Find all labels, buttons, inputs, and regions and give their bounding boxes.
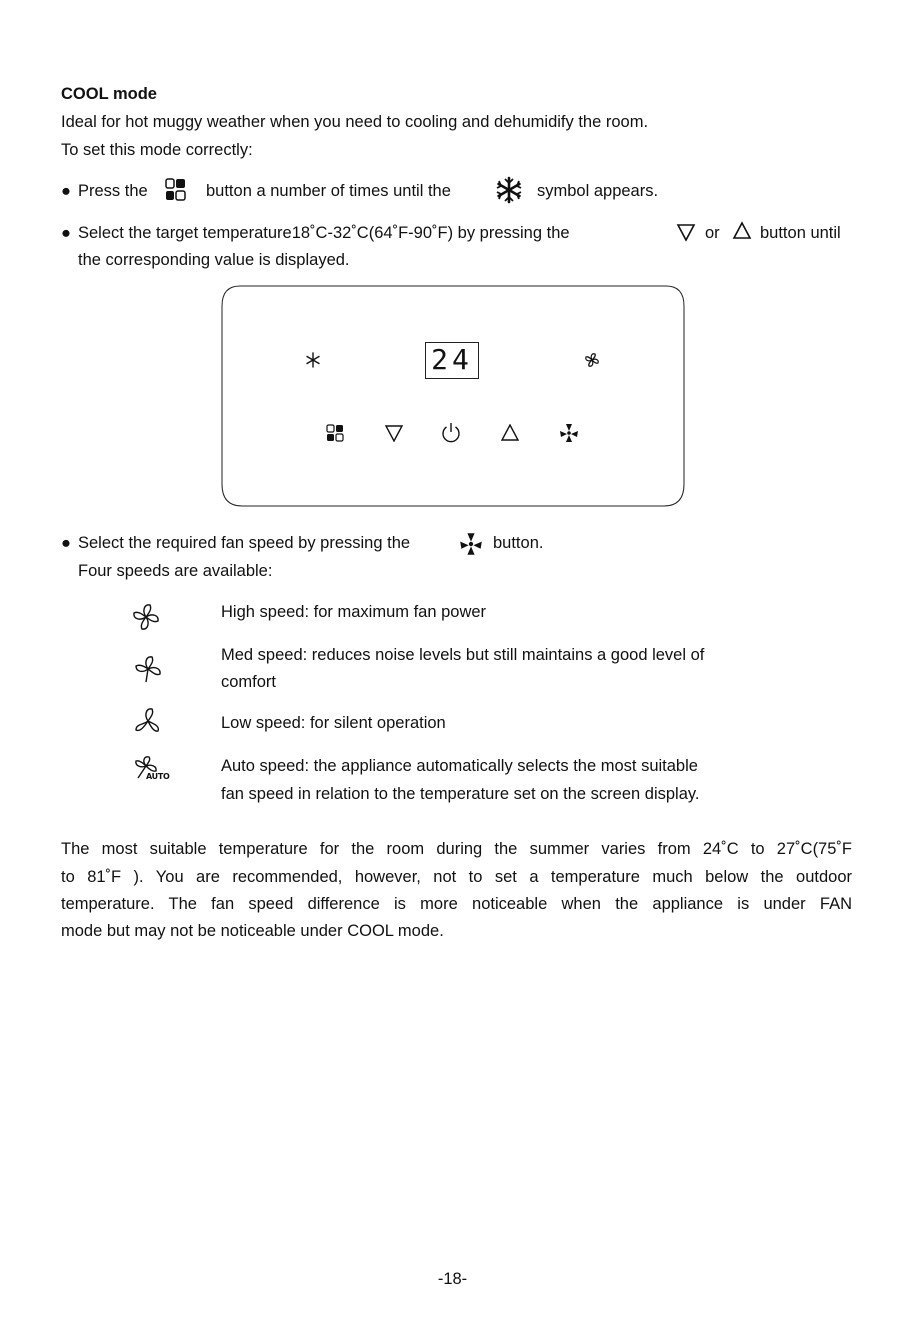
- step1-before: Press the: [78, 182, 148, 200]
- step3-line1-a: Select the required fan speed by pressing the: [78, 534, 411, 552]
- section-title: COOL mode: [61, 85, 157, 103]
- fan-med-icon: [132, 652, 164, 686]
- page-number: -18-: [437, 1270, 468, 1288]
- fan-low-icon: [132, 704, 164, 736]
- step2-or: or: [705, 224, 720, 242]
- step1-after: symbol appears.: [537, 182, 659, 200]
- down-triangle-icon: [676, 222, 696, 242]
- closing-line3: temperature. The fan speed difference is more noticeable when the appliance is under FAN: [61, 895, 852, 913]
- panel-down-button[interactable]: [384, 424, 404, 442]
- closing-line2: to 81˚F ). You are recommended, however, not to set a temperature much below the outdoor: [61, 868, 852, 886]
- fan-button-icon: [459, 532, 483, 556]
- up-triangle-icon: [732, 221, 752, 241]
- speed-med-line2: comfort: [221, 673, 277, 691]
- bullet-icon: ●: [61, 534, 71, 552]
- panel-mode-button[interactable]: [326, 424, 344, 442]
- step3-line1-b: button.: [493, 534, 544, 552]
- fan-high-icon: [130, 601, 162, 633]
- panel-fan-speed-icon: [584, 352, 600, 368]
- panel-snowflake-icon: [305, 352, 321, 368]
- speed-high-text: High speed: for maximum fan power: [221, 603, 487, 621]
- step2-line1-a: Select the target temperature18˚C-32˚C(64˚F-90˚F) by pressing the: [78, 224, 570, 242]
- panel-up-button[interactable]: [500, 424, 520, 442]
- step2-line2: the corresponding value is displayed.: [78, 251, 350, 269]
- control-panel-illustration: [218, 284, 688, 510]
- step2-line1-b: button until: [760, 224, 841, 242]
- closing-line4: mode but may not be noticeable under COOL mode.: [61, 922, 444, 940]
- panel-power-button[interactable]: [440, 422, 462, 444]
- step3-line2: Four speeds are available:: [78, 562, 273, 580]
- intro-text: Ideal for hot muggy weather when you need to cooling and dehumidify the room.: [61, 113, 649, 131]
- step1-middle: button a number of times until the: [206, 182, 451, 200]
- speed-auto-line2: fan speed in relation to the temperature set on the screen display.: [221, 785, 700, 803]
- speed-med-line1: Med speed: reduces noise levels but still maintains a good level of: [221, 646, 705, 664]
- control-panel-outline: [218, 284, 688, 510]
- mode-button-icon: [165, 178, 187, 202]
- snowflake-icon: [495, 176, 523, 204]
- step2-line1: [61, 223, 570, 243]
- closing-line1: The most suitable temperature for the room during the summer varies from 24˚C to 27˚C(75˚F: [61, 840, 852, 858]
- step3-line1: [61, 533, 410, 553]
- bullet-icon: ●: [61, 224, 71, 242]
- bullet-icon: ●: [61, 182, 71, 200]
- temperature-display-value: 24: [431, 343, 473, 376]
- temperature-display: [425, 342, 479, 379]
- speed-low-text: Low speed: for silent operation: [221, 714, 446, 732]
- speed-auto-line1: Auto speed: the appliance automatically selects the most suitable: [221, 757, 698, 775]
- step1-line: [61, 181, 148, 201]
- panel-fan-button[interactable]: [559, 423, 579, 443]
- set-intro-text: To set this mode correctly:: [61, 141, 253, 159]
- auto-badge: AUTO: [146, 772, 170, 781]
